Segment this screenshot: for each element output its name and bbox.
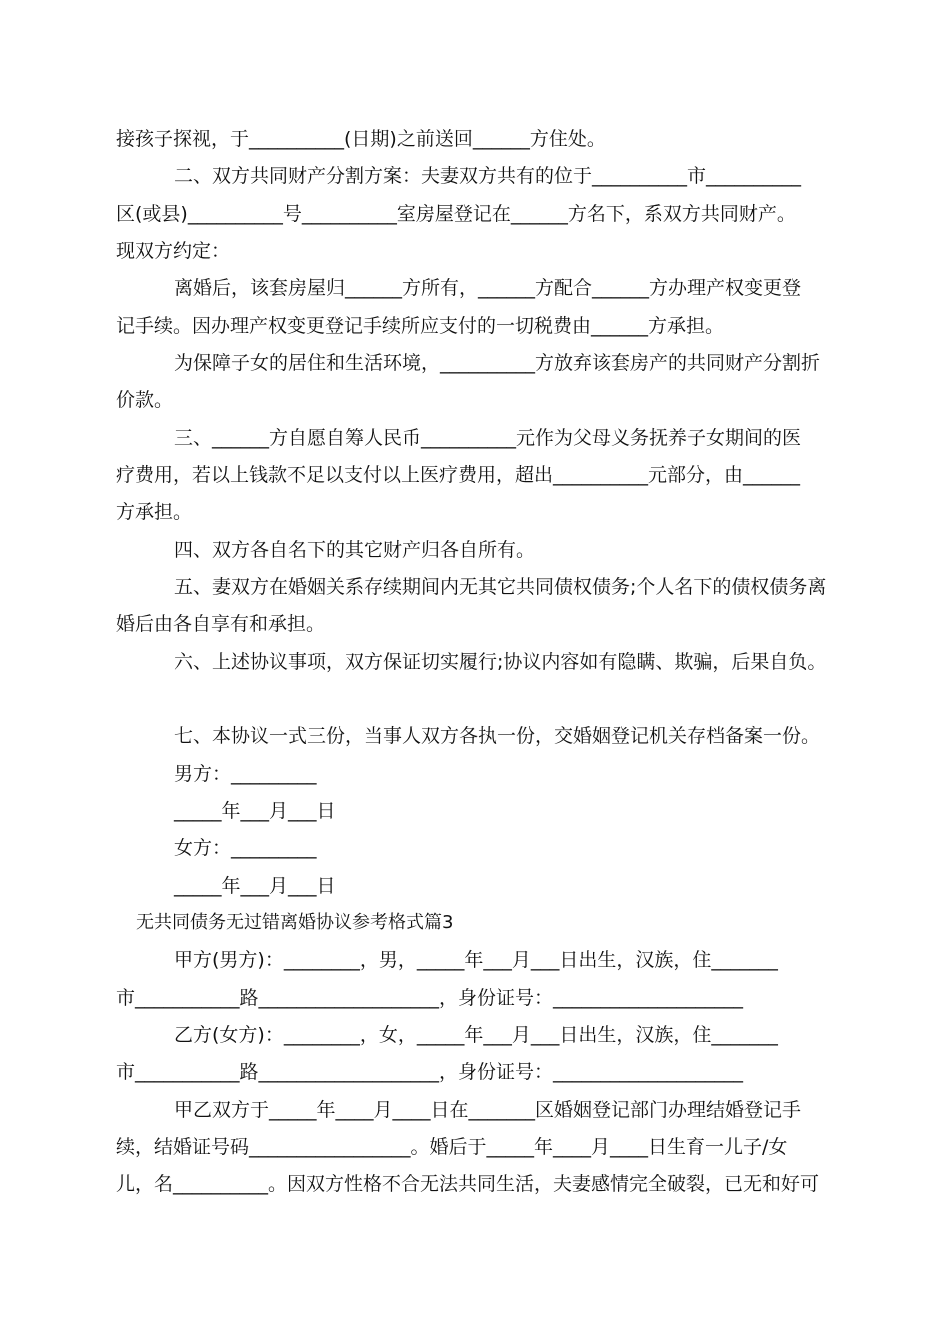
text-line-24: 乙方(女方)：________，女，_____年___月___日出生，汉族，住_______ (174, 1024, 778, 1046)
text-line-8: 价款。 (116, 389, 174, 411)
text-line-16: 七、本协议一式三份，当事人双方各执一份，交婚姻登记机关存档备案一份。 (174, 725, 821, 747)
section-heading: 无共同债务无过错离婚协议参考格式篇3 (136, 912, 454, 933)
text-line-15: 六、上述协议事项，双方保证切实履行;协议内容如有隐瞒、欺骗，后果自负。 (174, 651, 827, 673)
text-line-7: 为保障子女的居住和生活环境，__________方放弃该套房产的共同财产分割折 (174, 352, 821, 374)
text-line-12: 四、双方各自名下的其它财产归各自所有。 (174, 539, 536, 561)
text-line-10: 疗费用，若以上钱款不足以支付以上医疗费用，超出__________元部分，由______ (116, 464, 801, 486)
text-line-11: 方承担。 (116, 501, 193, 523)
text-line-17: 男方：_________ (174, 763, 317, 785)
text-line-25: 市___________路___________________，身份证号：____________________ (116, 1061, 744, 1083)
text-line-9: 三、______方自愿自筹人民币__________元作为父母义务抚养子女期间的医 (174, 427, 802, 449)
text-line-6: 记手续。因办理产权变更登记手续所应支付的一切税费由______方承担。 (116, 315, 725, 337)
text-line-5: 离婚后，该套房屋归______方所有，______方配合______方办理产权变更登 (174, 277, 802, 299)
text-line-18: _____年___月___日 (174, 800, 336, 822)
text-line-27: 续，结婚证号码_________________。婚后于_____年____月____日生育一儿子/女 (116, 1136, 788, 1158)
text-line-19: 女方：_________ (174, 837, 317, 859)
text-line-26: 甲乙双方于_____年____月____日在_______区婚姻登记部门办理结婚登记手 (174, 1099, 802, 1121)
text-line-3: 区(或县)__________号__________室房屋登记在______方名下，系双方共同财产。 (116, 203, 796, 225)
text-line-28: 儿，名__________。因双方性格不合无法共同生活，夫妻感情完全破裂，已无和好可 (116, 1173, 820, 1195)
text-line-22: 甲方(男方)：________，男，_____年___月___日出生，汉族，住_______ (174, 949, 778, 971)
text-line-23: 市___________路___________________，身份证号：____________________ (116, 987, 744, 1009)
text-line-4: 现双方约定： (116, 240, 231, 262)
text-line-1: 接孩子探视，于__________(日期)之前送回______方住处。 (116, 128, 606, 150)
text-line-13: 五、妻双方在婚姻关系存续期间内无其它共同债权债务;个人名下的债权债务离 (174, 576, 827, 598)
text-line-20: _____年___月___日 (174, 875, 336, 897)
text-line-14: 婚后由各自享有和承担。 (116, 613, 326, 635)
text-line-2: 二、双方共同财产分割方案：夫妻双方共有的位于__________市__________ (174, 165, 802, 187)
